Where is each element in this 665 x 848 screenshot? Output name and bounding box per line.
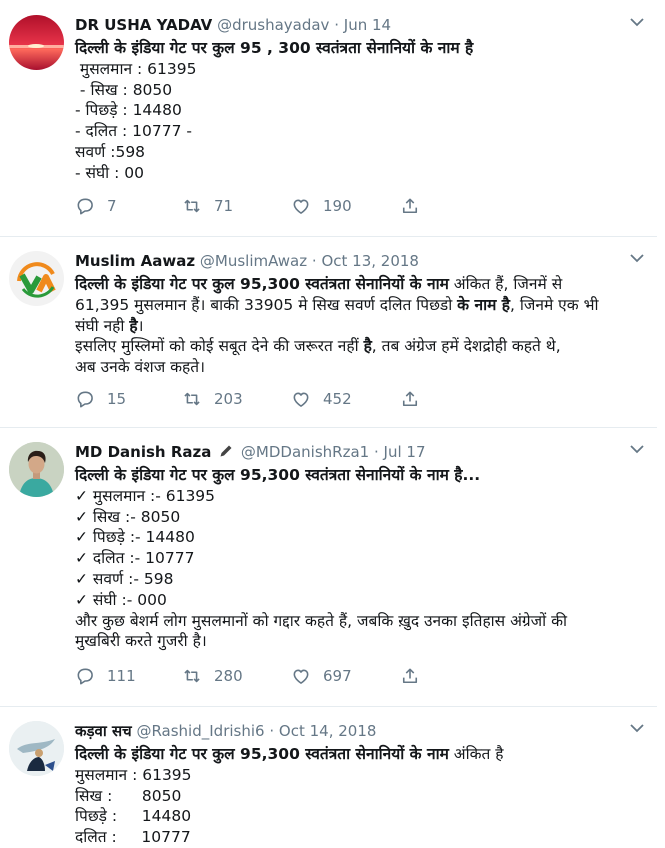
tweet-text-line [75, 827, 650, 848]
avatar[interactable] [9, 15, 64, 70]
handle[interactable]: @MDDanishRza1 [240, 443, 370, 461]
tweet-text-line [75, 590, 650, 611]
tweet-text-line [75, 357, 650, 378]
text-segment: है [363, 337, 372, 356]
text-segment: - सिख : 8050 [75, 80, 173, 99]
reply-icon [75, 666, 95, 686]
tweet-text [75, 744, 650, 848]
tweet-text-line [75, 295, 650, 316]
reply-button[interactable] [75, 388, 126, 410]
tweet-date[interactable]: Oct 14, 2018 [278, 722, 377, 740]
tweet-text-line [75, 806, 650, 827]
reply-count: 111 [107, 667, 136, 685]
text-segment: ✓ पिछड़े :- 14480 [75, 528, 195, 547]
tweet-text-line [75, 316, 650, 337]
reply-button[interactable] [75, 195, 117, 217]
retweet-button[interactable] [182, 388, 243, 410]
separator-dot: · [269, 722, 275, 740]
text-segment: दिल्ली के इंडिया गेट पर कुल 95,300 स्वतंत्रता सेनानियों के नाम [75, 275, 449, 293]
retweet-icon [182, 666, 202, 686]
like-icon [291, 196, 311, 216]
tweet[interactable] [0, 706, 657, 847]
text-segment: ✓ संघी :- 000 [75, 590, 167, 609]
tweet-text [75, 465, 650, 652]
tweet-header [75, 722, 376, 740]
share-button[interactable] [400, 388, 420, 410]
text-segment: - पिछड़े : 14480 [75, 101, 182, 120]
display-name[interactable]: DR USHA YADAV [75, 16, 213, 34]
separator-dot: · [311, 252, 317, 270]
tweet-text-line [75, 765, 650, 786]
text-segment: संघी नही [75, 316, 130, 335]
tweet-text-line [75, 527, 650, 548]
tweet-text [75, 38, 650, 184]
avatar[interactable] [9, 442, 64, 497]
separator-dot: · [373, 443, 379, 461]
tweet[interactable] [0, 427, 657, 707]
avatar[interactable] [9, 251, 64, 306]
caret-down-icon[interactable] [629, 443, 645, 455]
text-segment: - संघी : 00 [75, 163, 144, 182]
tweet-date[interactable]: Jul 17 [383, 443, 426, 461]
text-segment: मुसलमान : 61395 [75, 765, 192, 784]
like-count: 190 [323, 197, 352, 215]
text-segment: अब उनके वंशज कहते। [75, 358, 205, 377]
like-icon [291, 389, 311, 409]
tweet-text-line [75, 786, 650, 807]
tweet-text-line [75, 59, 650, 80]
text-segment: और कुछ बेशर्म लोग मुसलमानों को गद्दार कहते हैं, जबकि ख़ुद उनका इतिहास अंग्रेजों की [75, 611, 568, 630]
tweet-text-line [75, 38, 650, 59]
tweet-text-line [75, 465, 650, 486]
retweet-button[interactable] [182, 195, 233, 217]
caret-down-icon[interactable] [629, 722, 645, 734]
display-name[interactable]: कड़वा सच [75, 722, 132, 740]
text-segment: है [129, 316, 138, 335]
retweet-button[interactable] [182, 665, 243, 687]
text-segment: अंकित हैं, जिनमें से [448, 275, 563, 293]
text-segment: सवर्ण :598 [75, 142, 146, 161]
share-icon [400, 389, 420, 409]
share-button[interactable] [400, 195, 420, 217]
caret-down-icon[interactable] [629, 16, 645, 28]
text-segment: दिल्ली के इंडिया गेट पर कुल 95 , 300 स्वतंत्रता सेनानियों के नाम है [75, 39, 474, 57]
like-button[interactable] [291, 665, 352, 687]
text-segment: ✓ मुसलमान :- 61395 [75, 486, 216, 505]
text-segment: मुसलमान : 61395 [75, 59, 197, 78]
tweet-text-line [75, 611, 650, 632]
tweet-text-line [75, 274, 650, 295]
pen-icon [218, 443, 234, 459]
text-segment: - दलित : 10777 - [75, 122, 193, 141]
retweet-icon [182, 196, 202, 216]
tweet-text-line [75, 80, 650, 101]
like-count: 697 [323, 667, 352, 685]
tweet-text-line [75, 548, 650, 569]
like-icon [291, 666, 311, 686]
tweet-header [75, 443, 425, 461]
retweet-count: 203 [214, 390, 243, 408]
text-segment: ✓ सिख :- 8050 [75, 507, 181, 526]
display-name[interactable]: MD Danish Raza [75, 443, 212, 461]
text-segment: मुखबिरी करते गुजरी है। [75, 632, 207, 651]
text-segment: , तब अंग्रेज हमें देशद्रोही कहते थे, [371, 337, 561, 356]
text-segment: के नाम है [457, 295, 510, 314]
retweet-icon [182, 389, 202, 409]
handle[interactable]: @MuslimAwaz [199, 252, 308, 270]
tweet-text-line [75, 121, 650, 142]
tweet-text-line [75, 163, 650, 184]
reply-icon [75, 389, 95, 409]
tweet[interactable] [0, 0, 657, 237]
tweet-text-line [75, 486, 650, 507]
text-segment: 61,395 मुसलमान हैं। बाकी 33905 मे सिख सवर्ण दलित पिछडो [75, 295, 458, 314]
tweet-text-line [75, 744, 650, 765]
separator-dot: · [334, 16, 339, 34]
tweet-text [75, 274, 650, 378]
text-segment: ✓ सवर्ण :- 598 [75, 569, 174, 588]
reply-icon [75, 196, 95, 216]
tweet-date[interactable]: Oct 13, 2018 [321, 252, 419, 270]
tweet-date[interactable]: Jun 14 [343, 16, 392, 34]
text-segment: दिल्ली के इंडिया गेट पर कुल 95,300 स्वतंत्रता सेनानियों के नाम [75, 745, 449, 763]
share-icon [400, 666, 420, 686]
tweet-header [75, 16, 391, 34]
text-segment: इसलिए मुस्लिमों को कोई सबूत देने की जरूरत नहीं [75, 337, 364, 356]
avatar[interactable] [9, 721, 64, 776]
retweet-count: 71 [214, 197, 234, 215]
tweet-text-line [75, 507, 650, 528]
text-segment: , जिनमे एक भी [510, 295, 599, 314]
reply-count: 7 [107, 197, 117, 215]
like-count: 452 [323, 390, 352, 408]
tweet-text-line [75, 631, 650, 652]
tweet-text-line [75, 336, 650, 357]
share-button[interactable] [400, 665, 420, 687]
text-segment: सिख : 8050 [75, 786, 182, 805]
tweet-header [75, 252, 419, 270]
share-icon [400, 196, 420, 216]
text-segment: दिल्ली के इंडिया गेट पर कुल 95,300 स्वतंत्रता सेनानियों के नाम है... [75, 466, 481, 484]
caret-down-icon[interactable] [629, 252, 645, 264]
tweet-text-line [75, 100, 650, 121]
text-segment: दलित : 10777 [75, 828, 191, 847]
text-segment: अंकित है [448, 745, 504, 763]
like-button[interactable] [291, 195, 352, 217]
handle[interactable]: @drushayadav [217, 16, 330, 34]
text-segment: । [137, 316, 144, 335]
tweet-text-line [75, 142, 650, 163]
text-segment: ✓ दलित :- 10777 [75, 549, 195, 568]
display-name[interactable]: Muslim Aawaz [75, 252, 196, 270]
retweet-count: 280 [214, 667, 243, 685]
like-button[interactable] [291, 388, 352, 410]
text-segment: पिछड़े : 14480 [75, 807, 192, 826]
handle[interactable]: @Rashid_Idrishi6 [136, 722, 265, 740]
tweet-text-line [75, 569, 650, 590]
tweet[interactable] [0, 236, 657, 428]
reply-button[interactable] [75, 665, 136, 687]
reply-count: 15 [107, 390, 127, 408]
